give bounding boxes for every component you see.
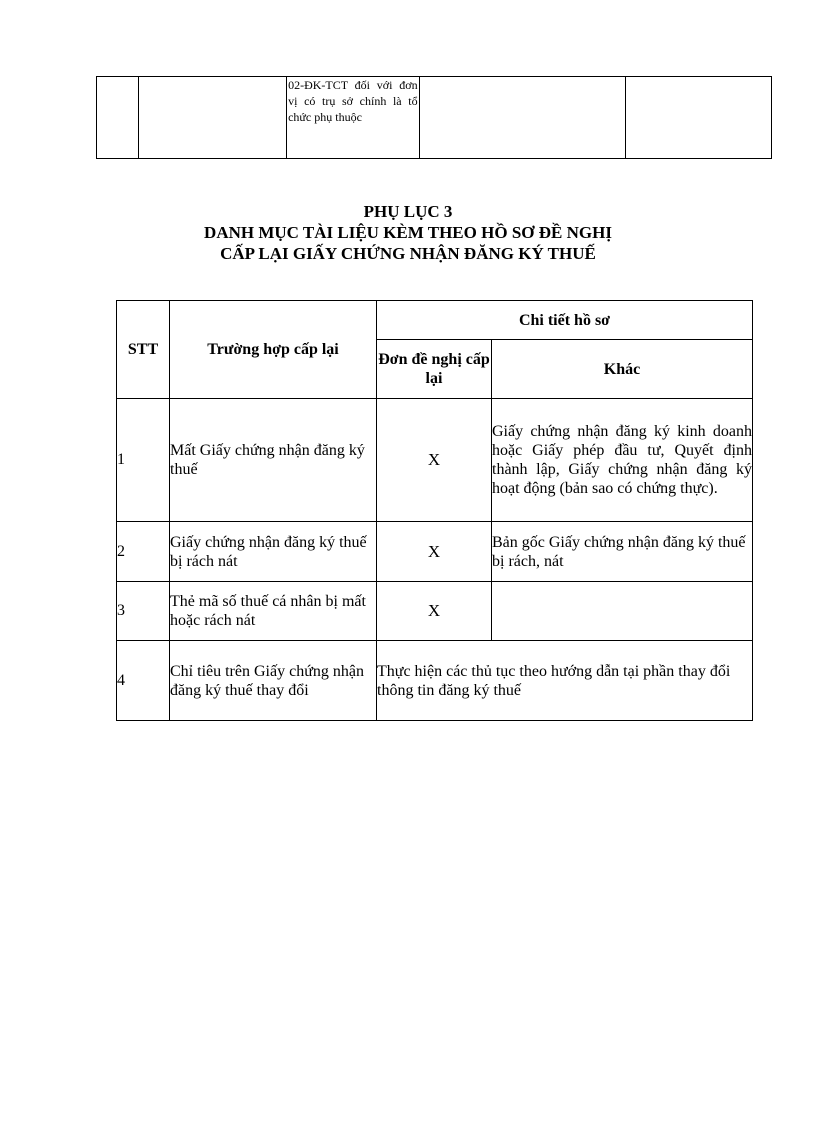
row-stt: 2 bbox=[117, 522, 170, 582]
row-case: Thẻ mã số thuế cá nhân bị mất hoặc rách nát bbox=[170, 582, 377, 641]
table-row bbox=[117, 522, 753, 582]
table-row bbox=[117, 399, 753, 522]
row-case: Mất Giấy chứng nhận đăng ký thuế bbox=[170, 399, 377, 522]
table-cell bbox=[625, 77, 771, 159]
header-row bbox=[117, 301, 753, 340]
row-form-mark: X bbox=[377, 399, 492, 522]
row-form-mark: X bbox=[377, 522, 492, 582]
document-list-table bbox=[116, 300, 753, 721]
continued-table bbox=[96, 76, 772, 159]
appendix-subtitle-line2: CẤP LẠI GIẤY CHỨNG NHẬN ĐĂNG KÝ THUẾ bbox=[220, 244, 596, 263]
header-details: Chi tiết hồ sơ bbox=[377, 301, 753, 340]
header-stt: STT bbox=[117, 301, 170, 399]
row-stt: 1 bbox=[117, 399, 170, 522]
table-cell bbox=[138, 77, 286, 159]
appendix-title: PHỤ LỤC 3 bbox=[363, 202, 453, 221]
header-case: Trường hợp cấp lại bbox=[170, 301, 377, 399]
row-case: Chỉ tiêu trên Giấy chứng nhận đăng ký thuế thay đổi bbox=[170, 641, 377, 721]
row-other-docs bbox=[492, 582, 753, 641]
table-cell bbox=[419, 77, 625, 159]
table-cell bbox=[97, 77, 139, 159]
row-stt: 3 bbox=[117, 582, 170, 641]
row-other-docs: Giấy chứng nhận đăng ký kinh doanh hoặc Giấy phép đầu tư, Quyết định thành lập, Giấy chứng nhận đăng ký hoạt động (bản sao có chứng thực). bbox=[492, 399, 753, 522]
table-row bbox=[117, 641, 753, 721]
table-row bbox=[117, 582, 753, 641]
header-other: Khác bbox=[492, 340, 753, 399]
row-other-docs: Bản gốc Giấy chứng nhận đăng ký thuế bị rách, nát bbox=[492, 522, 753, 582]
appendix-subtitle-line1: DANH MỤC TÀI LIỆU KÈM THEO HỒ SƠ ĐỀ NGHỊ bbox=[204, 223, 612, 242]
row-stt: 4 bbox=[117, 641, 170, 721]
row-case: Giấy chứng nhận đăng ký thuế bị rách nát bbox=[170, 522, 377, 582]
row-form-mark: X bbox=[377, 582, 492, 641]
row-merged-instruction: Thực hiện các thủ tục theo hướng dẫn tại phần thay đổi thông tin đăng ký thuế bbox=[377, 641, 753, 721]
header-request-form: Đơn đề nghị cấp lại bbox=[377, 340, 492, 399]
form-note: 02-ĐK-TCT đối với đơn vị có trụ sở chính là tổ chức phụ thuộc bbox=[287, 77, 420, 159]
table-row bbox=[97, 77, 772, 159]
